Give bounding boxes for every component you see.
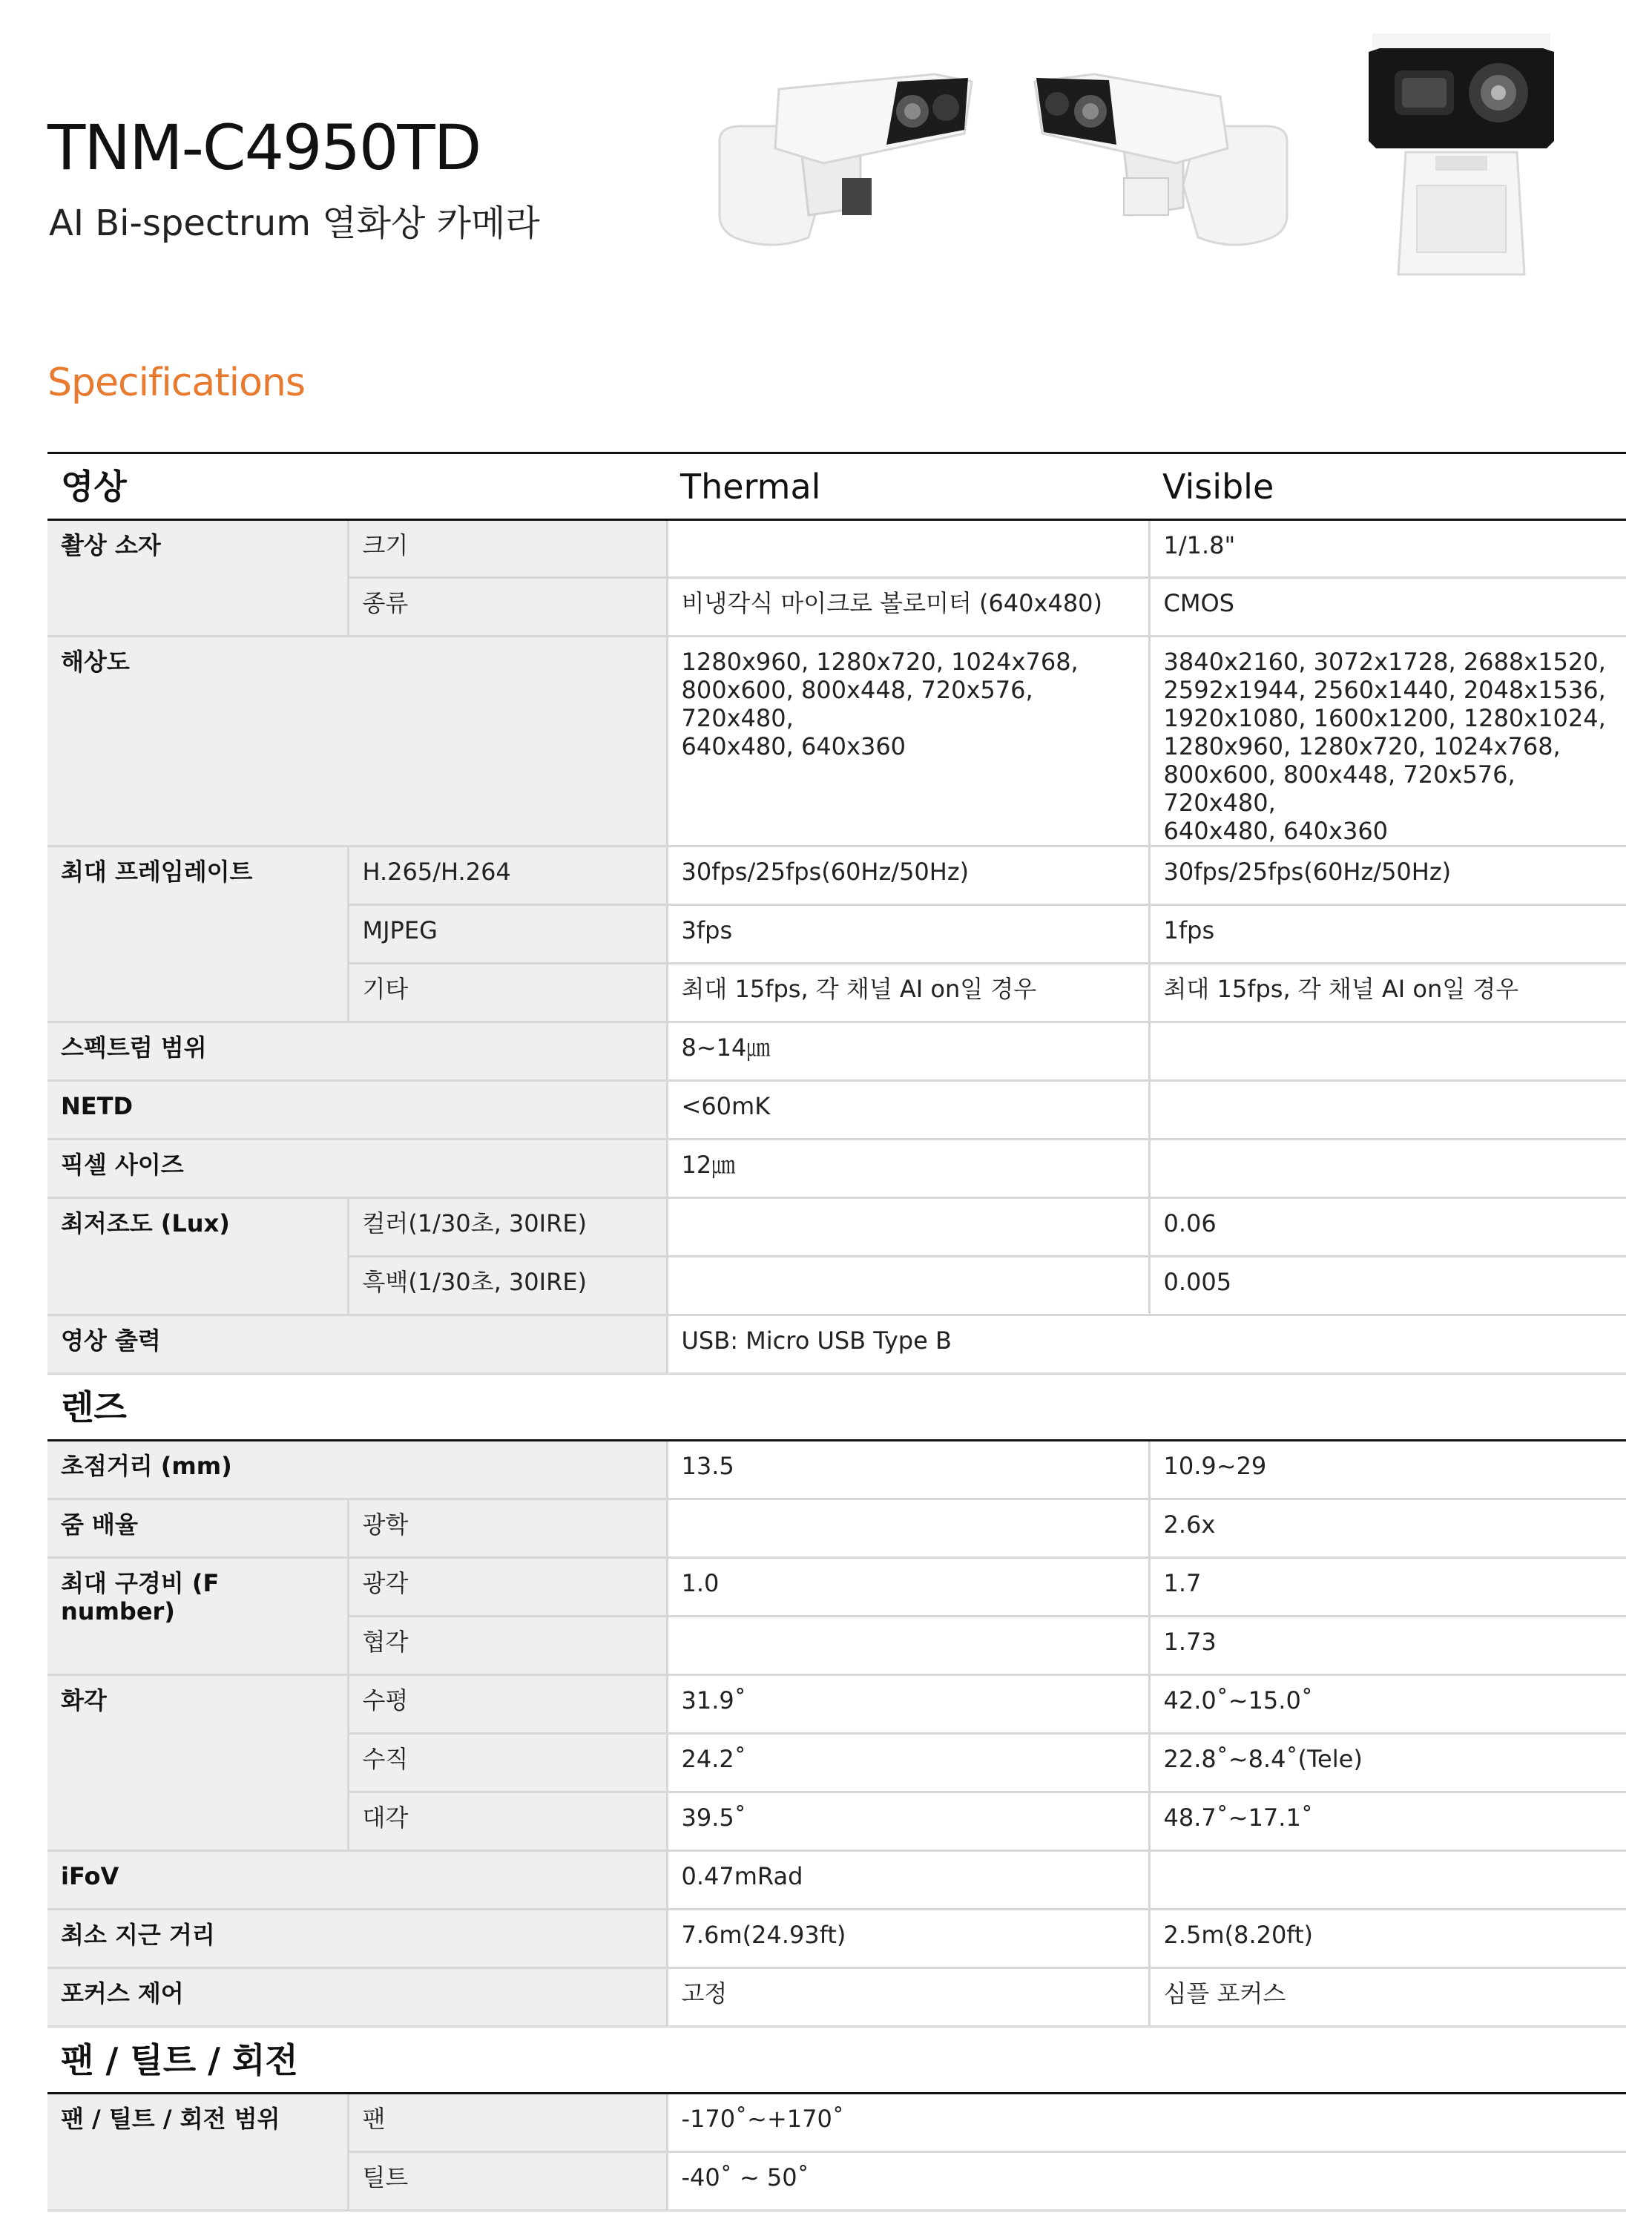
row-label-focus-control: 포커스 제어 (47, 1968, 667, 2027)
value-cell: 2.5m(8.20ft) (1149, 1910, 1626, 1968)
table-row (47, 1081, 1626, 1140)
table-row (47, 1499, 1626, 1558)
value-cell: 1280x960, 1280x720, 1024x768, 800x600, 800x448, 720x576, 720x480, 640x480, 640x360 (667, 637, 1149, 846)
row-label-aperture: 최대 구경비 (F number) (47, 1558, 348, 1675)
value-cell (1149, 1851, 1626, 1910)
sub-label-tele: 협각 (348, 1617, 667, 1675)
section-title-lens: 렌즈 (47, 1374, 1626, 1441)
value-cell: -40˚ ~ 50˚ (667, 2152, 1626, 2211)
value-cell: 심플 포커스 (1149, 1968, 1626, 2027)
value-cell: 42.0˚~15.0˚ (1149, 1675, 1626, 1734)
value-cell (667, 1198, 1149, 1257)
table-row (47, 1315, 1626, 1374)
value-cell: 8~14㎛ (667, 1022, 1149, 1081)
value-cell: 고정 (667, 1968, 1149, 2027)
value-cell: 1.0 (667, 1558, 1149, 1617)
value-cell: 30fps/25fps(60Hz/50Hz) (1149, 846, 1626, 905)
value-cell: 7.6m(24.93ft) (667, 1910, 1149, 1968)
column-header-visible: Visible (1149, 453, 1626, 520)
sub-label-wide: 광각 (348, 1558, 667, 1617)
value-cell: 0.47mRad (667, 1851, 1149, 1910)
value-cell (1149, 1140, 1626, 1198)
value-cell: 31.9˚ (667, 1675, 1149, 1734)
table-row (47, 1022, 1626, 1081)
value-cell: 1/1.8" (1149, 520, 1626, 578)
table-row (47, 520, 1626, 578)
table-row (47, 1851, 1626, 1910)
sub-label-diagonal: 대각 (348, 1792, 667, 1851)
table-row (47, 1675, 1626, 1734)
row-label-netd: NETD (47, 1081, 667, 1140)
value-cell: 2.6x (1149, 1499, 1626, 1558)
row-label-zoom: 줌 배율 (47, 1499, 348, 1558)
sub-label-size: 크기 (348, 520, 667, 578)
spec-table (47, 452, 1626, 2212)
table-row (47, 1968, 1626, 2027)
table-row (47, 2094, 1626, 2152)
sub-label-type: 종류 (348, 578, 667, 637)
value-cell: 1fps (1149, 905, 1626, 964)
sub-label-h265: H.265/H.264 (348, 846, 667, 905)
sub-label-pan: 팬 (348, 2094, 667, 2152)
sub-label-vertical: 수직 (348, 1734, 667, 1792)
table-row (47, 1140, 1626, 1198)
value-cell (667, 1617, 1149, 1675)
row-label-focal-length: 초점거리 (mm) (47, 1441, 667, 1499)
section-video-header (47, 453, 1626, 520)
sub-label-bw: 흑백(1/30초, 30IRE) (348, 1257, 667, 1315)
value-cell: 13.5 (667, 1441, 1149, 1499)
value-cell: 10.9~29 (1149, 1441, 1626, 1499)
row-label-pixel-size: 픽셀 사이즈 (47, 1140, 667, 1198)
section-title-ptr: 팬 / 틸트 / 회전 (47, 2027, 1626, 2094)
value-cell: 0.06 (1149, 1198, 1626, 1257)
table-row (47, 637, 1626, 846)
table-row (47, 1910, 1626, 1968)
value-cell: USB: Micro USB Type B (667, 1315, 1626, 1374)
value-cell: 3840x2160, 3072x1728, 2688x1520, 2592x1944, 2560x1440, 2048x1536, 1920x1080, 1600x1200, 1280x1024, 1280x960, 1280x720, 1024x768, 800x600, 800x448, 720x576, 720x480, 640x480, 640x360 (1149, 637, 1626, 846)
value-cell: -170˚~+170˚ (667, 2094, 1626, 2152)
row-label-resolution: 해상도 (47, 637, 667, 846)
value-cell: 22.8˚~8.4˚(Tele) (1149, 1734, 1626, 1792)
value-cell: CMOS (1149, 578, 1626, 637)
camera-image-left (712, 67, 979, 260)
value-cell: 0.005 (1149, 1257, 1626, 1315)
specifications-heading: Specifications (47, 361, 305, 405)
value-cell (667, 520, 1149, 578)
value-cell: 12㎛ (667, 1140, 1149, 1198)
table-row (47, 1441, 1626, 1499)
sub-label-horizontal: 수평 (348, 1675, 667, 1734)
sub-label-tilt: 틸트 (348, 2152, 667, 2211)
value-cell: 30fps/25fps(60Hz/50Hz) (667, 846, 1149, 905)
row-label-sensor: 촬상 소자 (47, 520, 348, 637)
row-label-min-illumination: 최저조도 (Lux) (47, 1198, 348, 1315)
row-label-video-output: 영상 출력 (47, 1315, 667, 1374)
sub-label-mjpeg: MJPEG (348, 905, 667, 964)
value-cell: 1.7 (1149, 1558, 1626, 1617)
sub-label-etc: 기타 (348, 964, 667, 1022)
value-cell: 최대 15fps, 각 채널 AI on일 경우 (1149, 964, 1626, 1022)
product-title: TNM-C4950TD (47, 111, 481, 184)
row-label-spectrum: 스펙트럼 범위 (47, 1022, 667, 1081)
product-subtitle: AI Bi-spectrum 열화상 카메라 (49, 203, 540, 244)
section-title-video: 영상 (47, 453, 667, 520)
value-cell (667, 1499, 1149, 1558)
row-label-ifov: iFoV (47, 1851, 667, 1910)
section-lens-header (47, 1374, 1626, 1441)
row-label-fov: 화각 (47, 1675, 348, 1851)
table-row (47, 846, 1626, 905)
value-cell: 39.5˚ (667, 1792, 1149, 1851)
sub-label-optical: 광학 (348, 1499, 667, 1558)
value-cell (1149, 1081, 1626, 1140)
table-row (47, 1198, 1626, 1257)
value-cell: 48.7˚~17.1˚ (1149, 1792, 1626, 1851)
row-label-framerate: 최대 프레임레이트 (47, 846, 348, 1022)
value-cell: 24.2˚ (667, 1734, 1149, 1792)
value-cell: 1.73 (1149, 1617, 1626, 1675)
value-cell: 비냉각식 마이크로 볼로미터 (640x480) (667, 578, 1149, 637)
section-ptr-header (47, 2027, 1626, 2094)
value-cell: 3fps (667, 905, 1149, 964)
camera-image-center (1027, 67, 1294, 260)
value-cell (1149, 1022, 1626, 1081)
row-label-min-distance: 최소 지근 거리 (47, 1910, 667, 1968)
camera-image-right (1365, 30, 1558, 289)
table-row (47, 1558, 1626, 1617)
value-cell (667, 1257, 1149, 1315)
value-cell: 최대 15fps, 각 채널 AI on일 경우 (667, 964, 1149, 1022)
value-cell: <60mK (667, 1081, 1149, 1140)
row-label-ptr-range: 팬 / 틸트 / 회전 범위 (47, 2094, 348, 2211)
column-header-thermal: Thermal (667, 453, 1149, 520)
sub-label-color: 컬러(1/30초, 30IRE) (348, 1198, 667, 1257)
